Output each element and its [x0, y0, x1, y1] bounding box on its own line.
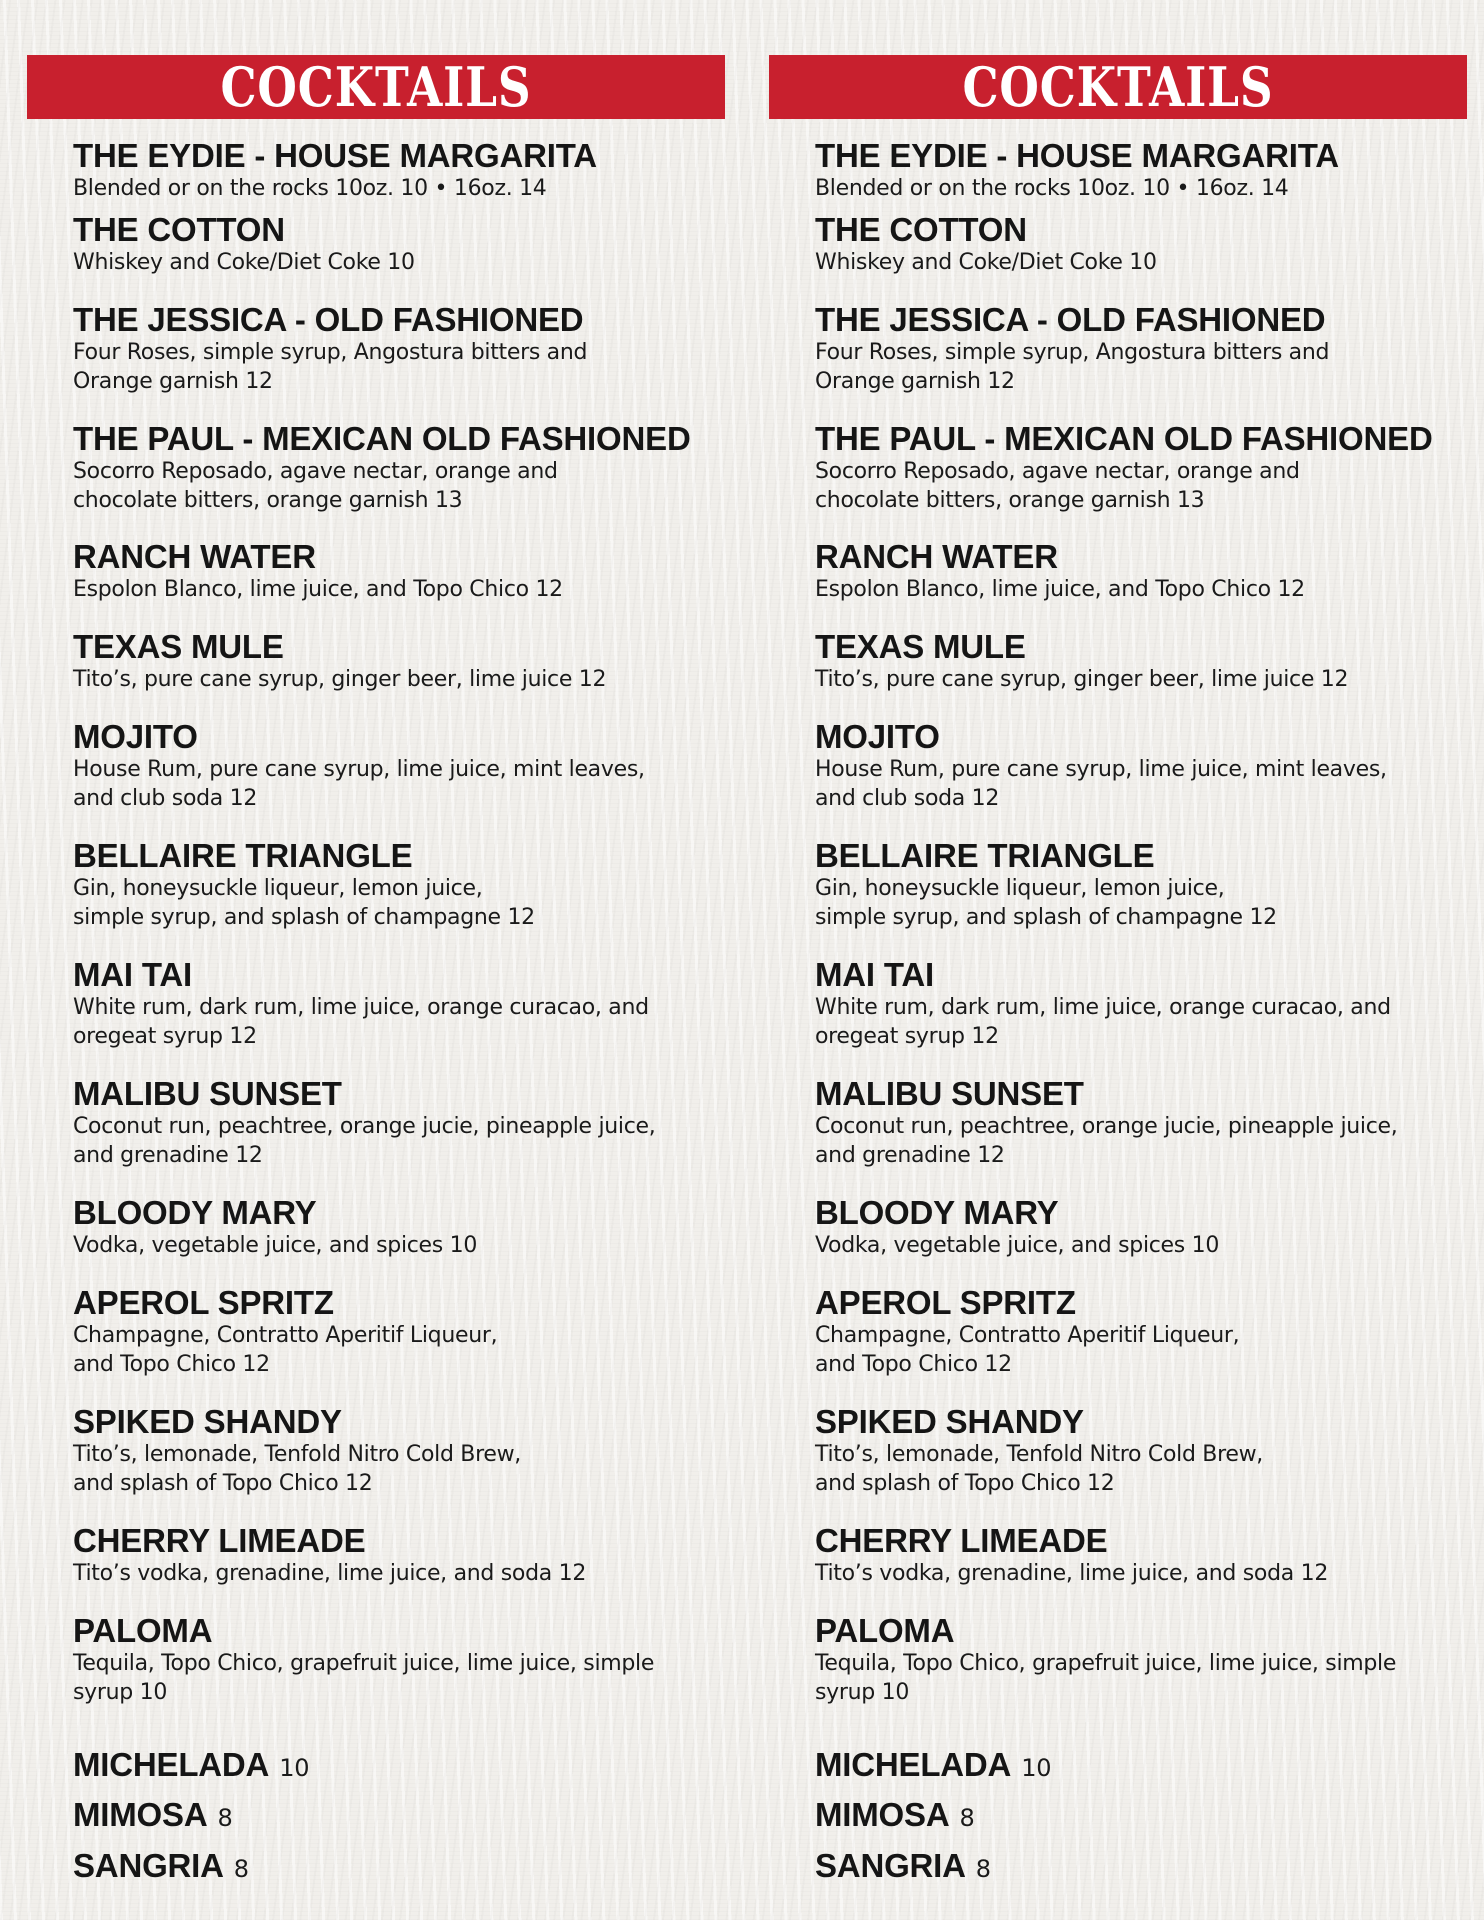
- description-line: Four Roses, simple syrup, Angostura bitters and: [73, 340, 588, 365]
- item-description: [815, 575, 1455, 604]
- menu-item: [73, 838, 713, 932]
- item-name: [73, 1523, 713, 1559]
- menu-item: [815, 1613, 1455, 1707]
- item-name-text: THE PAUL - MEXICAN OLD FASHIONED: [73, 420, 691, 457]
- item-name: [815, 1848, 1455, 1887]
- menu-item: [815, 1797, 1455, 1836]
- description-line: Orange garnish 12: [815, 369, 1015, 394]
- menu-item: [815, 302, 1455, 396]
- item-name-text: MIMOSA: [73, 1796, 208, 1833]
- description-line: simple syrup, and splash of champagne 12: [815, 905, 1277, 930]
- menu-item: [815, 629, 1455, 694]
- menu-item: [815, 421, 1455, 515]
- description-line: chocolate bitters, orange garnish 13: [815, 488, 1205, 513]
- item-name-text: CHERRY LIMEADE: [73, 1522, 366, 1559]
- item-name-text: THE COTTON: [815, 211, 1027, 248]
- description-line: House Rum, pure cane syrup, lime juice, mint leaves,: [815, 757, 1387, 782]
- menu-item: [73, 719, 713, 813]
- menu-item: [815, 138, 1455, 203]
- item-name-text: THE JESSICA - OLD FASHIONED: [815, 301, 1326, 338]
- item-description: [815, 1321, 1455, 1379]
- description-line: House Rum, pure cane syrup, lime juice, mint leaves,: [73, 757, 645, 782]
- item-name-text: MAI TAI: [73, 956, 192, 993]
- description-line: syrup 10: [815, 1680, 910, 1705]
- description-line: Tito’s, pure cane syrup, ginger beer, lime juice 12: [815, 667, 1349, 692]
- section-title: COCKTAILS: [825, 55, 1411, 119]
- description-line: Orange garnish 12: [73, 369, 273, 394]
- description-line: Tito’s, pure cane syrup, ginger beer, lime juice 12: [73, 667, 607, 692]
- item-description: [73, 174, 713, 203]
- item-name-text: CHERRY LIMEADE: [815, 1522, 1108, 1559]
- menu-list: [27, 119, 725, 1919]
- item-name-text: BLOODY MARY: [73, 1194, 317, 1231]
- menu-item: [73, 1747, 713, 1786]
- description-line: oregeat syrup 12: [73, 1024, 257, 1049]
- menu-item: [73, 1404, 713, 1498]
- item-name-text: RANCH WATER: [815, 538, 1058, 575]
- menu-column-left: [27, 55, 725, 1919]
- item-description: [73, 1649, 713, 1707]
- description-line: Vodka, vegetable juice, and spices 10: [815, 1233, 1220, 1258]
- menu-item: [815, 212, 1455, 277]
- description-line: Espolon Blanco, lime juice, and Topo Chico 12: [73, 577, 563, 602]
- item-name-text: THE PAUL - MEXICAN OLD FASHIONED: [815, 420, 1433, 457]
- item-name: [73, 1404, 713, 1440]
- item-name-text: MOJITO: [815, 718, 940, 755]
- item-name-text: MOJITO: [73, 718, 198, 755]
- description-line: Espolon Blanco, lime juice, and Topo Chico 12: [815, 577, 1305, 602]
- item-name-text: RANCH WATER: [73, 538, 316, 575]
- item-name: [815, 1523, 1455, 1559]
- menu-item: [73, 1523, 713, 1588]
- item-name: [815, 1613, 1455, 1649]
- item-price: 10: [1021, 1754, 1052, 1782]
- item-description: [815, 665, 1455, 694]
- item-name: [73, 838, 713, 874]
- description-line: Tito’s, lemonade, Tenfold Nitro Cold Brew,: [73, 1442, 521, 1467]
- description-line: Vodka, vegetable juice, and spices 10: [73, 1233, 478, 1258]
- item-name: [73, 1613, 713, 1649]
- description-line: Whiskey and Coke/Diet Coke 10: [815, 250, 1157, 275]
- description-line: Blended or on the rocks 10oz. 10 • 16oz. 14: [73, 176, 547, 201]
- item-name: [815, 629, 1455, 665]
- menu-item: [815, 1747, 1455, 1786]
- item-name: [73, 138, 713, 174]
- item-name-text: SPIKED SHANDY: [73, 1403, 342, 1440]
- description-line: Champagne, Contratto Aperitif Liqueur,: [73, 1323, 498, 1348]
- item-description: [73, 874, 713, 932]
- item-name: [815, 1195, 1455, 1231]
- item-name: [73, 539, 713, 575]
- item-description: [73, 248, 713, 277]
- item-description: [73, 338, 713, 396]
- item-name: [815, 1285, 1455, 1321]
- section-header-banner: [769, 55, 1467, 119]
- menu-item: [815, 1523, 1455, 1588]
- item-description: [73, 1231, 713, 1260]
- description-line: Tito’s, lemonade, Tenfold Nitro Cold Brew,: [815, 1442, 1263, 1467]
- menu-item: [815, 1076, 1455, 1170]
- item-description: [815, 1559, 1455, 1588]
- menu-item: [73, 1797, 713, 1836]
- description-line: and club soda 12: [815, 786, 1000, 811]
- menu-item: [73, 629, 713, 694]
- description-line: White rum, dark rum, lime juice, orange curacao, and: [73, 995, 649, 1020]
- item-description: [815, 874, 1455, 932]
- item-name-text: THE COTTON: [73, 211, 285, 248]
- item-description: [815, 174, 1455, 203]
- item-description: [815, 1231, 1455, 1260]
- item-name-text: SANGRIA: [815, 1847, 966, 1884]
- item-name: [73, 1076, 713, 1112]
- item-name: [815, 421, 1455, 457]
- menu-item: [73, 212, 713, 277]
- description-line: chocolate bitters, orange garnish 13: [73, 488, 463, 513]
- item-name-text: TEXAS MULE: [815, 628, 1026, 665]
- item-description: [73, 575, 713, 604]
- description-line: Coconut run, peachtree, orange jucie, pineapple juice,: [73, 1114, 656, 1139]
- menu-item: [815, 1195, 1455, 1260]
- description-line: and splash of Topo Chico 12: [815, 1471, 1115, 1496]
- menu-item: [73, 302, 713, 396]
- description-line: Socorro Reposado, agave nectar, orange and: [73, 459, 558, 484]
- item-name-text: MAI TAI: [815, 956, 934, 993]
- item-name-text: MALIBU SUNSET: [815, 1075, 1084, 1112]
- menu-item: [73, 539, 713, 604]
- menu-item: [73, 421, 713, 515]
- item-name-text: BLOODY MARY: [815, 1194, 1059, 1231]
- item-description: [815, 248, 1455, 277]
- item-price: 8: [975, 1855, 991, 1883]
- item-name: [815, 539, 1455, 575]
- description-line: and splash of Topo Chico 12: [73, 1471, 373, 1496]
- item-name-text: BELLAIRE TRIANGLE: [815, 837, 1155, 874]
- item-description: [73, 755, 713, 813]
- item-name: [815, 1747, 1455, 1786]
- menu-item: [73, 1613, 713, 1707]
- description-line: and grenadine 12: [73, 1143, 263, 1168]
- menu-list: [769, 119, 1467, 1919]
- item-description: [815, 1112, 1455, 1170]
- description-line: and club soda 12: [73, 786, 258, 811]
- item-name-text: BELLAIRE TRIANGLE: [73, 837, 413, 874]
- menu-item: [815, 957, 1455, 1051]
- item-description: [815, 755, 1455, 813]
- description-line: Tequila, Topo Chico, grapefruit juice, lime juice, simple: [73, 1651, 655, 1676]
- item-name-text: APEROL SPRITZ: [73, 1284, 334, 1321]
- item-description: [73, 1112, 713, 1170]
- description-line: Four Roses, simple syrup, Angostura bitters and: [815, 340, 1330, 365]
- item-name: [815, 1076, 1455, 1112]
- description-line: syrup 10: [73, 1680, 168, 1705]
- description-line: Tequila, Topo Chico, grapefruit juice, lime juice, simple: [815, 1651, 1397, 1676]
- item-name-text: APEROL SPRITZ: [815, 1284, 1076, 1321]
- item-description: [815, 1649, 1455, 1707]
- item-name: [73, 629, 713, 665]
- description-line: Gin, honeysuckle liqueur, lemon juice,: [73, 876, 483, 901]
- item-name-text: MALIBU SUNSET: [73, 1075, 342, 1112]
- item-price: 8: [959, 1804, 975, 1832]
- item-description: [73, 1440, 713, 1498]
- item-name-text: MICHELADA: [73, 1746, 270, 1783]
- description-line: White rum, dark rum, lime juice, orange curacao, and: [815, 995, 1391, 1020]
- description-line: Champagne, Contratto Aperitif Liqueur,: [815, 1323, 1240, 1348]
- description-line: Tito’s vodka, grenadine, lime juice, and soda 12: [73, 1561, 587, 1586]
- item-price: 8: [233, 1855, 249, 1883]
- item-name: [73, 1747, 713, 1786]
- item-name: [73, 719, 713, 755]
- menu-column-right: [769, 55, 1467, 1919]
- item-name-text: PALOMA: [73, 1612, 213, 1649]
- description-line: and grenadine 12: [815, 1143, 1005, 1168]
- item-name: [815, 1797, 1455, 1836]
- item-name-text: SANGRIA: [73, 1847, 224, 1884]
- item-description: [815, 457, 1455, 515]
- item-name-text: PALOMA: [815, 1612, 955, 1649]
- description-line: and Topo Chico 12: [815, 1352, 1012, 1377]
- item-name: [73, 1285, 713, 1321]
- item-name-text: MIMOSA: [815, 1796, 950, 1833]
- menu-item: [73, 138, 713, 203]
- item-description: [815, 1440, 1455, 1498]
- menu-item: [73, 957, 713, 1051]
- description-line: Whiskey and Coke/Diet Coke 10: [73, 250, 415, 275]
- item-description: [73, 993, 713, 1051]
- menu-item: [815, 719, 1455, 813]
- item-description: [815, 993, 1455, 1051]
- item-description: [73, 1321, 713, 1379]
- item-price: 8: [217, 1804, 233, 1832]
- description-line: Blended or on the rocks 10oz. 10 • 16oz. 14: [815, 176, 1289, 201]
- description-line: and Topo Chico 12: [73, 1352, 270, 1377]
- item-name: [815, 838, 1455, 874]
- item-name-text: THE EYDIE - HOUSE MARGARITA: [815, 137, 1339, 174]
- item-price: 10: [279, 1754, 310, 1782]
- item-name-text: MICHELADA: [815, 1746, 1012, 1783]
- item-name: [815, 719, 1455, 755]
- menu-item: [73, 1195, 713, 1260]
- section-title: COCKTAILS: [83, 55, 669, 119]
- description-line: simple syrup, and splash of champagne 12: [73, 905, 535, 930]
- item-name: [73, 1195, 713, 1231]
- item-name-text: THE JESSICA - OLD FASHIONED: [73, 301, 584, 338]
- item-name: [73, 957, 713, 993]
- item-name: [73, 1848, 713, 1887]
- menu-item: [815, 539, 1455, 604]
- item-name: [815, 957, 1455, 993]
- item-description: [73, 1559, 713, 1588]
- item-name: [73, 1797, 713, 1836]
- menu-item: [815, 1848, 1455, 1887]
- item-name: [73, 212, 713, 248]
- menu-item: [815, 838, 1455, 932]
- item-name-text: THE EYDIE - HOUSE MARGARITA: [73, 137, 597, 174]
- item-description: [815, 338, 1455, 396]
- menu-item: [815, 1285, 1455, 1379]
- item-name: [815, 212, 1455, 248]
- description-line: oregeat syrup 12: [815, 1024, 999, 1049]
- item-name: [815, 138, 1455, 174]
- item-name: [73, 302, 713, 338]
- item-description: [73, 457, 713, 515]
- menu-item: [815, 1404, 1455, 1498]
- item-name-text: SPIKED SHANDY: [815, 1403, 1084, 1440]
- item-name-text: TEXAS MULE: [73, 628, 284, 665]
- item-description: [73, 665, 713, 694]
- description-line: Tito’s vodka, grenadine, lime juice, and soda 12: [815, 1561, 1329, 1586]
- item-name: [815, 1404, 1455, 1440]
- description-line: Coconut run, peachtree, orange jucie, pineapple juice,: [815, 1114, 1398, 1139]
- description-line: Socorro Reposado, agave nectar, orange and: [815, 459, 1300, 484]
- item-name: [73, 421, 713, 457]
- description-line: Gin, honeysuckle liqueur, lemon juice,: [815, 876, 1225, 901]
- section-header-banner: [27, 55, 725, 119]
- menu-item: [73, 1285, 713, 1379]
- menu-item: [73, 1076, 713, 1170]
- menu-item: [73, 1848, 713, 1887]
- item-name: [815, 302, 1455, 338]
